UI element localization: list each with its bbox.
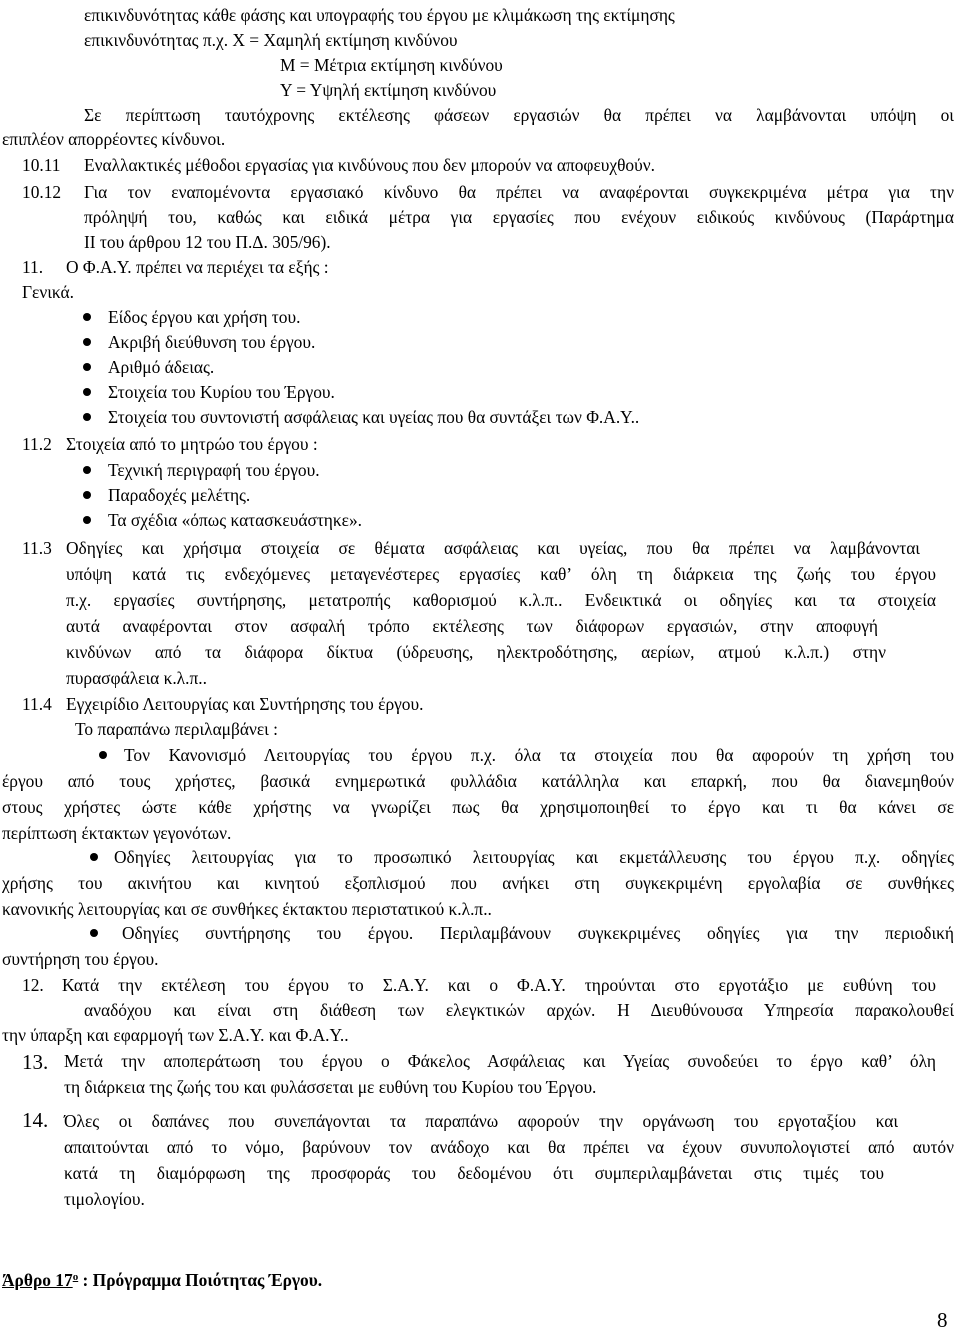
section-number: 11.3 bbox=[22, 538, 52, 558]
bullet-icon bbox=[83, 388, 91, 396]
text-line: πυρασφάλεια κ.λ.π.. bbox=[66, 668, 207, 688]
text-line: έργου από τους χρήστες, βασικά ενημερωτικά φυλλάδια κατάλληλα και επαρκή, που θα διανεμηθούν bbox=[2, 771, 954, 791]
text-line: πρόληψή του, καθώς και ειδικά μέτρα για εργασίες που ενέχουν ειδικούς κινδύνους (Παράρτημα bbox=[84, 207, 954, 227]
text-line: χρήσης του ακινήτου και κινητού εξοπλισμού που ανήκει στη συγκεκριμένη εργολαβία σε συνθήκες bbox=[2, 873, 954, 893]
text-line: τη διάρκεια της ζωής του και φυλάσσεται με ευθύνη του Κυρίου του Έργου. bbox=[64, 1077, 597, 1097]
text-line: Οδηγίες λειτουργίας για το προσωπικό λειτουργίας και εκμετάλλευσης του έργου π.χ. οδηγίες bbox=[114, 847, 954, 867]
text-line: υπόψη κατά τις ενδεχόμενες μεταγενέστερες εργασίες καθ’ όλη τη διάρκεια της ζωής του έργου bbox=[66, 564, 936, 584]
section-number: 12. bbox=[22, 975, 44, 995]
article-heading bbox=[2, 1266, 322, 1291]
section-number: 11.4 bbox=[22, 694, 52, 714]
text-line: Μ = Μέτρια εκτίμηση κινδύνου bbox=[280, 55, 503, 75]
text-line: κανονικής λειτουργίας και σε συνθήκες έκτακτου περιστατικού κ.λ.π.. bbox=[2, 899, 492, 919]
text-line: στους χρήστες ώστε κάθε χρήστης να γνωρίζει πως θα χρησιμοποιηθεί το έργο και τι θα κάνει σε bbox=[2, 797, 954, 817]
section-number: 10.11 bbox=[22, 155, 61, 175]
bullet-icon bbox=[99, 751, 107, 759]
text-line: συντήρηση του έργου. bbox=[2, 949, 159, 969]
bullet-icon bbox=[83, 491, 91, 499]
text-line: Τον Κανονισμό Λειτουργίας του έργου π.χ. όλα τα στοιχεία που θα αφορούν τη χρήση του bbox=[124, 745, 954, 765]
text-line: Όλες οι δαπάνες που συνεπάγονται τα παραπάνω αφορούν την οργάνωση του εργοταξίου και bbox=[64, 1111, 898, 1131]
text-line: την ύπαρξη και εφαρμογή των Σ.Α.Υ. και Φ.Α.Υ.. bbox=[2, 1025, 349, 1045]
list-item: Ακριβή διεύθυνση του έργου. bbox=[108, 332, 316, 352]
bullet-icon bbox=[90, 929, 98, 937]
section-number: 14. bbox=[22, 1108, 49, 1132]
text-line: Για τον εναπομένοντα εργασιακό κίνδυνο θα πρέπει να αναφέρονται συγκεκριμένα μέτρα για την bbox=[84, 182, 954, 202]
text-line: Ο Φ.Α.Υ. πρέπει να περιέχει τα εξής : bbox=[66, 257, 329, 277]
list-item: Αριθμό άδειας. bbox=[108, 357, 215, 377]
article-title: : Πρόγραμμα Ποιότητας Έργου. bbox=[78, 1270, 323, 1290]
section-number: 10.12 bbox=[22, 182, 62, 202]
text-line: ΙΙ του άρθρου 12 του Π.Δ. 305/96). bbox=[84, 232, 331, 252]
text-line: Εγχειρίδιο Λειτουργίας και Συντήρησης του έργου. bbox=[66, 694, 424, 714]
text-line: κατά τη διαμόρφωση της προσφοράς του δεδομένου ότι συμπεριλαμβάνεται στις τιμές του bbox=[64, 1163, 884, 1183]
list-item: Τεχνική περιγραφή του έργου. bbox=[108, 460, 320, 480]
text-line: επικινδυνότητας π.χ. Χ = Χαμηλή εκτίμηση κινδύνου bbox=[84, 30, 458, 50]
text-line: Εναλλακτικές μέθοδοι εργασίας για κινδύνους που δεν μπορούν να αποφευχθούν. bbox=[84, 155, 655, 175]
text-line: αυτά αναφέρονται στον ασφαλή τρόπο εκτέλεσης των διάφορων εργασιών, στην αποφυγή bbox=[66, 616, 878, 636]
text-line: κινδύνων από τα διάφορα δίκτυα (ύδρευσης, ηλεκτροδότησης, αερίων, ατμού κ.λ.π.) στην bbox=[66, 642, 886, 662]
text-line: επιπλέον απορρέοντες κίνδυνοι. bbox=[2, 129, 226, 149]
text-line: Το παραπάνω περιλαμβάνει : bbox=[75, 719, 278, 739]
text-line: Μετά την αποπεράτωση του έργου ο Φάκελος Ασφάλειας και Υγείας συνοδεύει το έργο καθ’ όλη bbox=[64, 1051, 936, 1071]
text-line: Υ = Υψηλή εκτίμηση κινδύνου bbox=[280, 80, 497, 100]
section-number: 11. bbox=[22, 257, 44, 277]
text-line: Σε περίπτωση ταυτόχρονης εκτέλεσης φάσεων εργασιών θα πρέπει να λαμβάνονται υπόψη οι bbox=[84, 105, 954, 125]
section-number: 13. bbox=[22, 1050, 49, 1074]
article-prefix: Άρθρο 17 bbox=[2, 1270, 73, 1290]
page-number: 8 bbox=[937, 1308, 948, 1332]
bullet-icon bbox=[90, 853, 98, 861]
list-item: Παραδοχές μελέτης. bbox=[108, 485, 251, 505]
bullet-icon bbox=[83, 313, 91, 321]
text-line: Οδηγίες και χρήσιμα στοιχεία σε θέματα ασφάλειας και υγείας, που θα πρέπει να λαμβάνονται bbox=[66, 538, 920, 558]
text-line: επικινδυνότητας κάθε φάσης και υπογραφής του έργου με κλιμάκωση της εκτίμησης bbox=[84, 5, 675, 25]
bullet-icon bbox=[83, 413, 91, 421]
list-item: Στοιχεία του Κυρίου του Έργου. bbox=[108, 382, 335, 402]
text-line: π.χ. εργασίες συντήρησης, μετατροπής καθορισμού κ.λ.π.. Ενδεικτικά οι οδηγίες και τα στοιχεία bbox=[66, 590, 936, 610]
list-item: Στοιχεία του συντονιστή ασφάλειας και υγείας που θα συντάξει των Φ.Α.Υ.. bbox=[108, 407, 640, 427]
text-line: τιμολογίου. bbox=[64, 1189, 145, 1209]
section-number: 11.2 bbox=[22, 434, 52, 454]
list-item: Τα σχέδια «όπως κατασκευάστηκε». bbox=[108, 510, 363, 530]
list-item: Είδος έργου και χρήση του. bbox=[108, 307, 301, 327]
subheading: Γενικά. bbox=[22, 282, 74, 302]
bullet-icon bbox=[83, 338, 91, 346]
text-line: Στοιχεία από το μητρώο του έργου : bbox=[66, 434, 318, 454]
bullet-icon bbox=[83, 466, 91, 474]
text-line: απαιτούνται από το νόμο, βαρύνουν τον ανάδοχο και θα πρέπει να έχουν συνυπολογιστεί από αυτόν bbox=[64, 1137, 954, 1157]
text-line: Κατά την εκτέλεση του έργου το Σ.Α.Υ. και ο Φ.Α.Υ. τηρούνται στο εργοτάξιο με ευθύνη του bbox=[62, 975, 936, 995]
text-line: περίπτωση έκτακτων γεγονότων. bbox=[2, 823, 232, 843]
text-line: Οδηγίες συντήρησης του έργου. Περιλαμβάνουν συγκεκριμένες οδηγίες για την περιοδική bbox=[122, 923, 954, 943]
bullet-icon bbox=[83, 363, 91, 371]
text-line: αναδόχου και είναι στη διάθεση των ελεγκτικών αρχών. Η Διευθύνουσα Υπηρεσία παρακολουθεί bbox=[84, 1000, 954, 1020]
bullet-icon bbox=[83, 516, 91, 524]
article-superscript: ο bbox=[72, 1271, 79, 1283]
